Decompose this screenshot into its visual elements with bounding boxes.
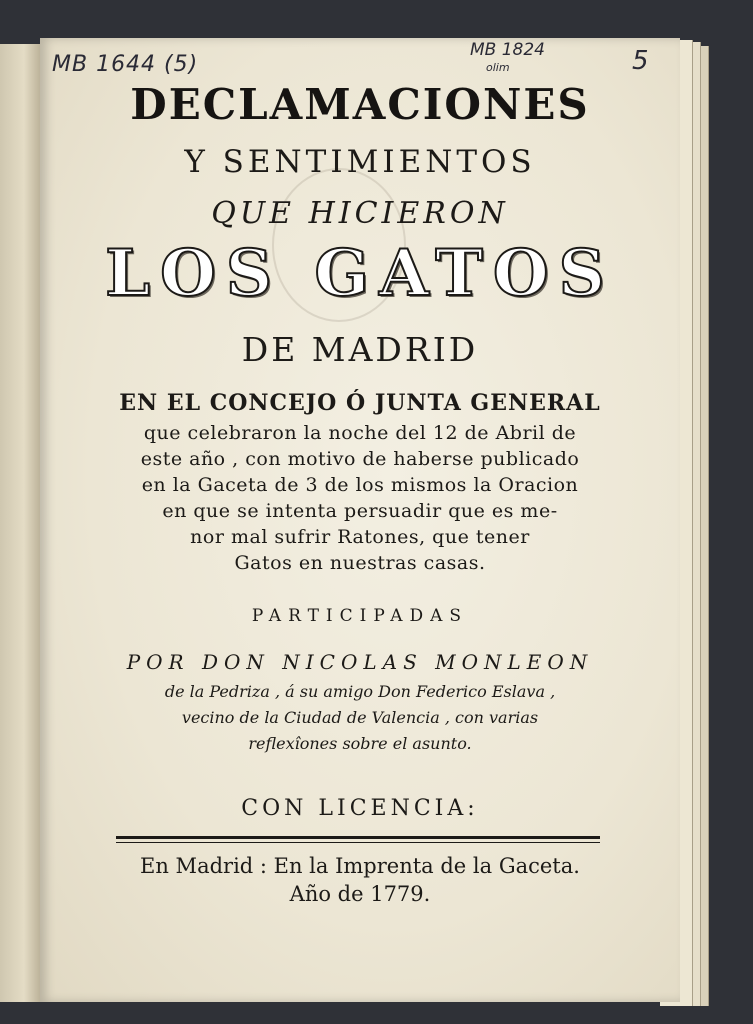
call-number-right-main: MB 1824	[470, 40, 545, 60]
participadas-heading: PARTICIPADAS	[251, 606, 469, 626]
title-line-4: LOS GATOS	[105, 236, 615, 311]
call-number-right	[470, 42, 545, 76]
author-detail: reflexîones sobre el asunto.	[248, 734, 472, 753]
body-line: este año , con motivo de haberse publicado	[140, 448, 580, 470]
page-number: 5	[632, 46, 649, 76]
author-name: POR DON NICOLAS MONLEON	[126, 650, 594, 674]
body-line: en que se intenta persuadir que es me-	[162, 500, 558, 522]
author-detail: vecino de la Ciudad de Valencia , con varias	[181, 708, 539, 727]
body-line: nor mal sufrir Ratones, que tener	[190, 526, 530, 548]
imprint-place: En Madrid : En la Imprenta de la Gaceta.	[140, 854, 580, 878]
facing-page-edge	[0, 44, 41, 1002]
imprint-year: Año de 1779.	[289, 882, 431, 906]
title-line-1: DECLAMACIONES	[130, 80, 590, 129]
call-number-right-sub: olim	[486, 61, 510, 74]
title-line-2: Y SENTIMIENTOS	[184, 144, 536, 180]
title-page	[40, 38, 680, 1002]
license-statement: CON LICENCIA:	[241, 796, 479, 821]
divider-rule	[116, 842, 600, 843]
title-line-3: QUE HICIERON	[211, 196, 509, 231]
title-line-5: DE MADRID	[241, 330, 479, 369]
body-line: que celebraron la noche del 12 de Abril de	[143, 422, 577, 444]
call-number-left: MB 1644 (5)	[52, 52, 199, 77]
divider-rule	[116, 836, 600, 839]
author-detail: de la Pedriza , á su amigo Don Federico Eslava ,	[164, 682, 556, 701]
body-line: Gatos en nuestras casas.	[234, 552, 486, 574]
subtitle: EN EL CONCEJO Ó JUNTA GENERAL	[119, 390, 601, 416]
body-line: en la Gaceta de 3 de los mismos la Oracion	[141, 474, 579, 496]
